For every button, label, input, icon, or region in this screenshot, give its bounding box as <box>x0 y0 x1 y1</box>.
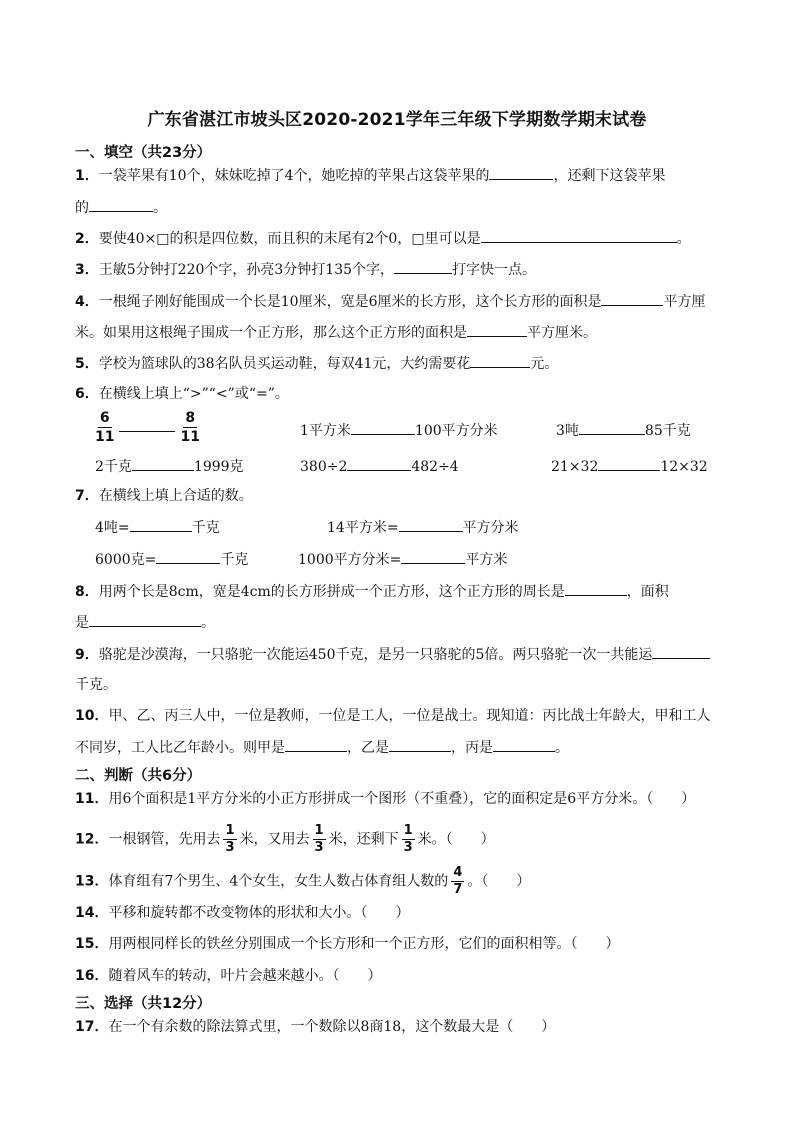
answer-blank[interactable] <box>119 411 175 432</box>
question-number: 13． <box>75 873 109 890</box>
answer-blank[interactable] <box>351 420 415 435</box>
answer-blank[interactable] <box>652 644 710 659</box>
section-choice-heading: 三、选择（共12分） <box>75 996 212 1012</box>
question-13: 13．体育组有7个男生、4个女生，女生人数占体育组人数的 $\frac{4}{7}$ 。（ ） <box>75 865 531 897</box>
question-6: 6．在横线上填上“>”“<”或“=”。 <box>75 386 289 402</box>
question-10-line-1: 10．甲、乙、丙三人中，一位是教师，一位是工人，一位是战士。现知道：丙比战士年龄大，甲和工人 <box>75 708 711 724</box>
fraction: $\frac{1}{3}$ <box>403 823 413 855</box>
section-fill-in-heading: 一、填空（共23分） <box>75 145 212 161</box>
question-7: 7．在横线上填上合适的数。 <box>75 488 253 504</box>
answer-blank[interactable] <box>130 517 192 532</box>
answer-blank[interactable] <box>470 353 530 368</box>
question-8-line-2: 是 。 <box>75 612 215 633</box>
question-1-line-1: 1．一袋苹果有10个，妹妹吃掉了4个，她吃掉的苹果占这袋苹果的 ，还剩下这袋苹果 <box>75 165 665 186</box>
answer-blank[interactable] <box>579 420 645 435</box>
answer-blank[interactable] <box>493 737 555 752</box>
answer-blank[interactable] <box>89 197 153 212</box>
question-9-line-1: 9．骆驼是沙漠海，一只骆驼一次能运450千克，是另一只骆驼的5倍。两只骆驼一次一共能运 <box>75 644 710 665</box>
answer-blank[interactable] <box>598 456 660 471</box>
question-8-line-1: 8．用两个长是8cm，宽是4cm的长方形拼成一个正方形，这个正方形的周长是 ，面积 <box>75 581 669 602</box>
question-16: 16．随着风车的转动，叶片会越来越小。（ ） <box>75 968 382 984</box>
q6-row2-col2: 380÷2 482÷4 <box>300 456 459 477</box>
answer-blank[interactable] <box>481 228 677 243</box>
question-number: 1． <box>75 168 99 184</box>
q6-row2-col1: 2千克 1999克 <box>95 456 244 477</box>
question-number: 7． <box>75 488 99 504</box>
question-17: 17．在一个有余数的除法算式里，一个数除以8商18，这个数最大是（ ） <box>75 1019 556 1035</box>
q6-row1-col2: 1平方米 100平方分米 <box>300 420 498 441</box>
answer-blank[interactable] <box>489 165 553 180</box>
fraction: $\frac{4}{7}$ <box>453 865 463 897</box>
fraction: $\frac{8}{11}$ <box>180 410 200 445</box>
question-number: 9． <box>75 647 99 663</box>
question-number: 17． <box>75 1019 109 1035</box>
q6-fraction-compare <box>90 410 205 445</box>
question-number: 14． <box>75 905 109 921</box>
fraction: $\frac{1}{3}$ <box>314 823 324 855</box>
answer-blank[interactable] <box>132 456 194 471</box>
question-number: 11． <box>75 791 109 807</box>
answer-blank[interactable] <box>399 517 463 532</box>
question-number: 6． <box>75 386 99 402</box>
question-number: 16． <box>75 968 109 984</box>
question-2: 2．要使40×□的积是四位数，而且积的末尾有2个0，□里可以是 。 <box>75 228 691 249</box>
q7-row2-col2: 1000平方分米= 平方米 <box>298 549 507 570</box>
answer-blank[interactable] <box>156 549 220 564</box>
q6-row1-col3: 3吨 85千克 <box>556 420 691 441</box>
fraction: $\frac{1}{3}$ <box>225 823 235 855</box>
q7-row1-col1: 4吨= 千克 <box>95 517 220 538</box>
question-12: 12．一根钢管，先用去 $\frac{1}{3}$ 米，又用去 $\frac{1}{3}$ 米，还剩下 $\frac{1}{3}$ 米。（ ） <box>75 823 495 855</box>
exam-title: 广东省湛江市坡头区2020-2021学年三年级下学期数学期末试卷 <box>147 110 647 130</box>
answer-blank[interactable] <box>565 581 627 596</box>
question-10-line-2: 不同岁，工人比乙年龄小。则甲是 ，乙是 ，丙是 。 <box>75 737 569 758</box>
question-number: 8． <box>75 584 99 600</box>
question-number: 3． <box>75 262 99 278</box>
question-number: 2． <box>75 231 99 247</box>
answer-blank[interactable] <box>285 737 347 752</box>
question-number: 5． <box>75 356 99 372</box>
question-1-line-2: 的 。 <box>75 197 167 218</box>
question-9-line-2: 千克。 <box>75 677 117 693</box>
answer-blank[interactable] <box>601 291 663 306</box>
question-number: 15． <box>75 936 109 952</box>
section-judge-heading: 二、判断（共6分） <box>75 768 202 784</box>
question-number: 12． <box>75 831 109 848</box>
question-5: 5．学校为篮球队的38名队员买运动鞋，每双41元，大约需要花 元。 <box>75 353 558 374</box>
question-number: 4． <box>75 294 99 310</box>
question-3: 3．王敏5分钟打220个字，孙亮3分钟打135个字， 打字快一点。 <box>75 259 536 280</box>
question-14: 14．平移和旋转都不改变物体的形状和大小。（ ） <box>75 905 410 921</box>
q6-row2-col3: 21×32 12×32 <box>551 456 708 477</box>
answer-blank[interactable] <box>394 259 452 274</box>
question-4-line-2: 米。如果用这根绳子围成一个正方形，那么这个正方形的面积是 平方厘米。 <box>75 322 597 343</box>
answer-blank[interactable] <box>89 612 201 627</box>
answer-blank[interactable] <box>467 322 527 337</box>
question-4-line-1: 4．一根绳子刚好能围成一个长是10厘米，宽是6厘米的长方形，这个长方形的面积是 平方厘 <box>75 291 705 312</box>
question-15: 15．用两根同样长的铁丝分别围成一个长方形和一个正方形，它们的面积相等。（ ） <box>75 936 620 952</box>
answer-blank[interactable] <box>347 456 411 471</box>
question-11: 11．用6个面积是1平方分米的小正方形拼成一个图形（不重叠），它的面积定是6平方分米。（ ） <box>75 791 696 807</box>
q7-row2-col1: 6000克= 千克 <box>95 549 248 570</box>
answer-blank[interactable] <box>401 549 465 564</box>
question-number: 10． <box>75 708 109 724</box>
fraction: $\frac{6}{11}$ <box>95 410 115 445</box>
q7-row1-col2: 14平方米= 平方分米 <box>327 517 519 538</box>
answer-blank[interactable] <box>389 737 451 752</box>
